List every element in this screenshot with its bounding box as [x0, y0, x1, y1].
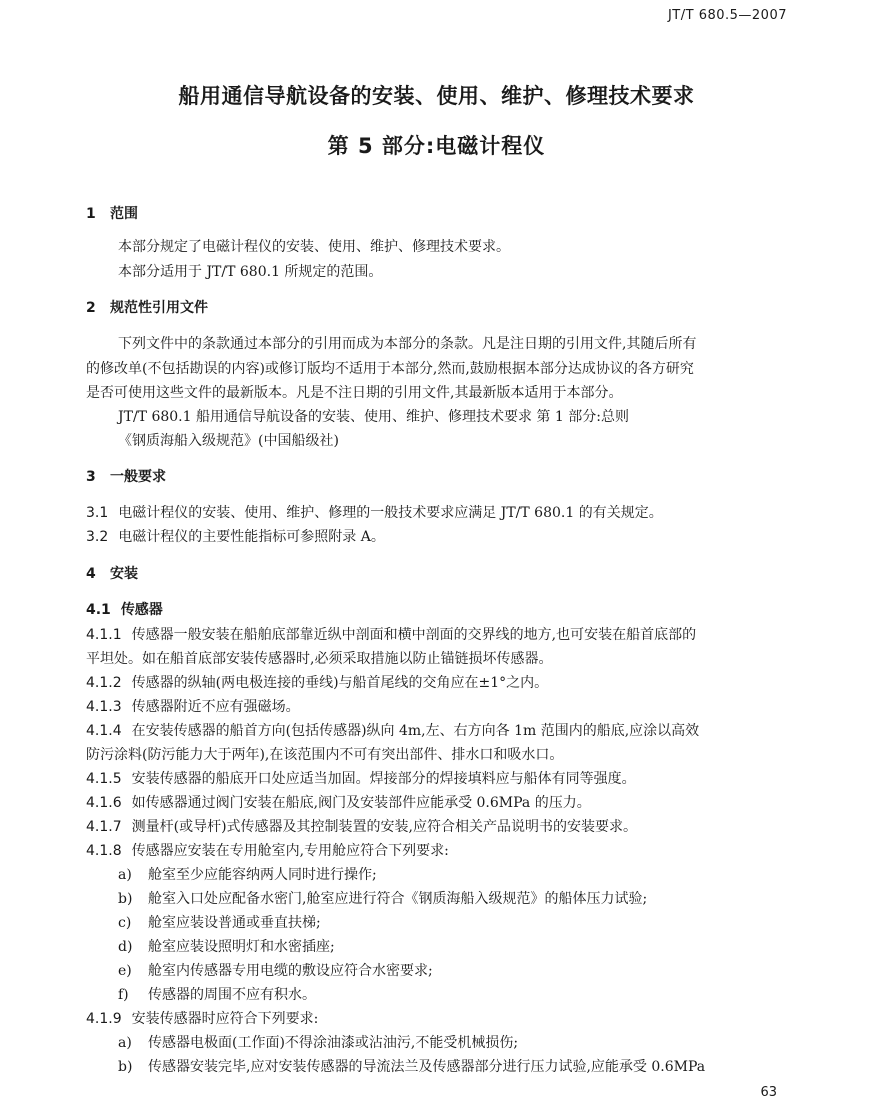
list-text: 传感器的周围不应有积水。 [148, 987, 316, 1003]
reference-item: JT/T 680.1 船用通信导航设备的安装、使用、维护、修理技术要求 第 1 部分:总则 [118, 409, 629, 425]
list-label: a) [118, 867, 132, 883]
clause-4-1-6 [86, 792, 591, 812]
subsection-4-1-heading [86, 599, 163, 619]
clause-number: 4.1.9 [86, 1011, 122, 1027]
reference-item: 《钢质海船入级规范》(中国船级社) [118, 433, 339, 449]
clause-number: 3.1 [86, 505, 109, 521]
clause-3-1 [86, 502, 663, 522]
list-text: 传感器安装完毕,应对安装传感器的导流法兰及传感器部分进行压力试验,应能承受 0.6MPa [148, 1059, 706, 1075]
list-item [118, 1056, 705, 1076]
list-label: b) [118, 1059, 133, 1075]
section-2-heading [86, 297, 208, 317]
clause-4-1-1 [86, 624, 696, 644]
list-label: f) [118, 987, 129, 1003]
subsection-title: 传感器 [120, 602, 163, 618]
paragraph-line: 是否可使用这些文件的最新版本。凡是不注日期的引用文件,其最新版本适用于本部分。 [86, 385, 623, 401]
clause-text: 传感器应安装在专用舱室内,专用舱应符合下列要求: [131, 843, 449, 859]
list-item [118, 912, 321, 932]
subsection-number: 4.1 [86, 602, 111, 618]
paragraph-line: 下列文件中的条款通过本部分的引用而成为本部分的条款。凡是注日期的引用文件,其随后所有 [118, 336, 697, 352]
clause-text: 安装传感器的船底开口处应适当加固。焊接部分的焊接填料应与船体有同等强度。 [131, 771, 636, 787]
clause-number: 4.1.5 [86, 771, 122, 787]
list-item [118, 888, 647, 908]
list-label: b) [118, 891, 133, 907]
clause-number: 4.1.4 [86, 723, 122, 739]
clause-4-1-5 [86, 768, 636, 788]
section-title: 规范性引用文件 [110, 300, 208, 316]
section-1-heading [86, 203, 138, 223]
paragraph-line: 的修改单(不包括勘误的内容)或修订版均不适用于本部分,然而,鼓励根据本部分达成协议的各方研究 [86, 361, 694, 377]
list-label: a) [118, 1035, 132, 1051]
clause-4-1-7 [86, 816, 637, 836]
clause-4-1-9 [86, 1008, 318, 1028]
clause-4-1-8 [86, 840, 449, 860]
clause-text: 传感器的纵轴(两电极连接的垂线)与船首尾线的交角应在±1°之内。 [131, 675, 549, 691]
clause-3-2 [86, 526, 385, 546]
list-item [118, 1032, 518, 1052]
clause-number: 4.1.1 [86, 627, 122, 643]
list-text: 传感器电极面(工作面)不得涂油漆或沾油污,不能受机械损伤; [148, 1035, 519, 1051]
clause-text: 安装传感器时应符合下列要求: [131, 1011, 319, 1027]
section-title: 范围 [110, 206, 138, 222]
page-number: 63 [760, 1085, 777, 1100]
clause-text: 如传感器通过阀门安装在船底,阀门及安装部件应能承受 0.6MPa 的压力。 [131, 795, 591, 811]
clause-number: 4.1.6 [86, 795, 122, 811]
document-code: JT/T 680.5—2007 [667, 8, 787, 23]
list-item [118, 984, 316, 1004]
document-title: 船用通信导航设备的安装、使用、维护、修理技术要求 [178, 84, 695, 108]
clause-text: 传感器附近不应有强磁场。 [131, 699, 300, 715]
list-text: 舱室应装设照明灯和水密插座; [148, 939, 335, 955]
section-number: 3 [86, 469, 96, 485]
clause-number: 4.1.8 [86, 843, 122, 859]
clause-text: 电磁计程仪的安装、使用、维护、修理的一般技术要求应满足 JT/T 680.1 的有关规定。 [118, 505, 663, 521]
clause-4-1-3 [86, 696, 300, 716]
list-item [118, 960, 433, 980]
clause-number: 4.1.3 [86, 699, 122, 715]
list-text: 舱室至少应能容纳两人同时进行操作; [148, 867, 377, 883]
list-item [118, 936, 335, 956]
clause-number: 3.2 [86, 529, 109, 545]
section-number: 2 [86, 300, 96, 316]
section-4-heading [86, 563, 138, 583]
list-label: d) [118, 939, 133, 955]
paragraph: 本部分适用于 JT/T 680.1 所规定的范围。 [118, 264, 383, 280]
clause-text: 在安装传感器的船首方向(包括传感器)纵向 4m,左、右方向各 1m 范围内的船底,应涂以高效 [131, 723, 700, 739]
list-text: 舱室应装设普通或垂直扶梯; [148, 915, 321, 931]
list-label: c) [118, 915, 132, 931]
clause-text: 传感器一般安装在船舶底部靠近纵中剖面和横中剖面的交界线的地方,也可安装在船首底部的 [131, 627, 697, 643]
section-3-heading [86, 466, 166, 486]
clause-continuation: 防污涂料(防污能力大于两年),在该范围内不可有突出部件、排水口和吸水口。 [86, 747, 564, 763]
clause-number: 4.1.7 [86, 819, 122, 835]
list-label: e) [118, 963, 132, 979]
clause-text: 电磁计程仪的主要性能指标可参照附录 A。 [118, 529, 385, 545]
section-number: 1 [86, 206, 96, 222]
list-text: 舱室内传感器专用电缆的敷设应符合水密要求; [148, 963, 433, 979]
section-title: 安装 [110, 566, 138, 582]
section-title: 一般要求 [110, 469, 166, 485]
paragraph: 本部分规定了电磁计程仪的安装、使用、维护、修理技术要求。 [118, 239, 510, 255]
clause-text: 测量杆(或导杆)式传感器及其控制装置的安装,应符合相关产品说明书的安装要求。 [131, 819, 637, 835]
clause-4-1-2 [86, 672, 548, 692]
section-number: 4 [86, 566, 96, 582]
list-text: 舱室入口处应配备水密门,舱室应进行符合《钢质海船入级规范》的船体压力试验; [148, 891, 648, 907]
clause-number: 4.1.2 [86, 675, 122, 691]
clause-4-1-4 [86, 720, 699, 740]
clause-continuation: 平坦处。如在船首底部安装传感器时,必须采取措施以防止锚链损坏传感器。 [86, 651, 553, 667]
part-title: 第 5 部分:电磁计程仪 [327, 134, 546, 158]
list-item [118, 864, 377, 884]
